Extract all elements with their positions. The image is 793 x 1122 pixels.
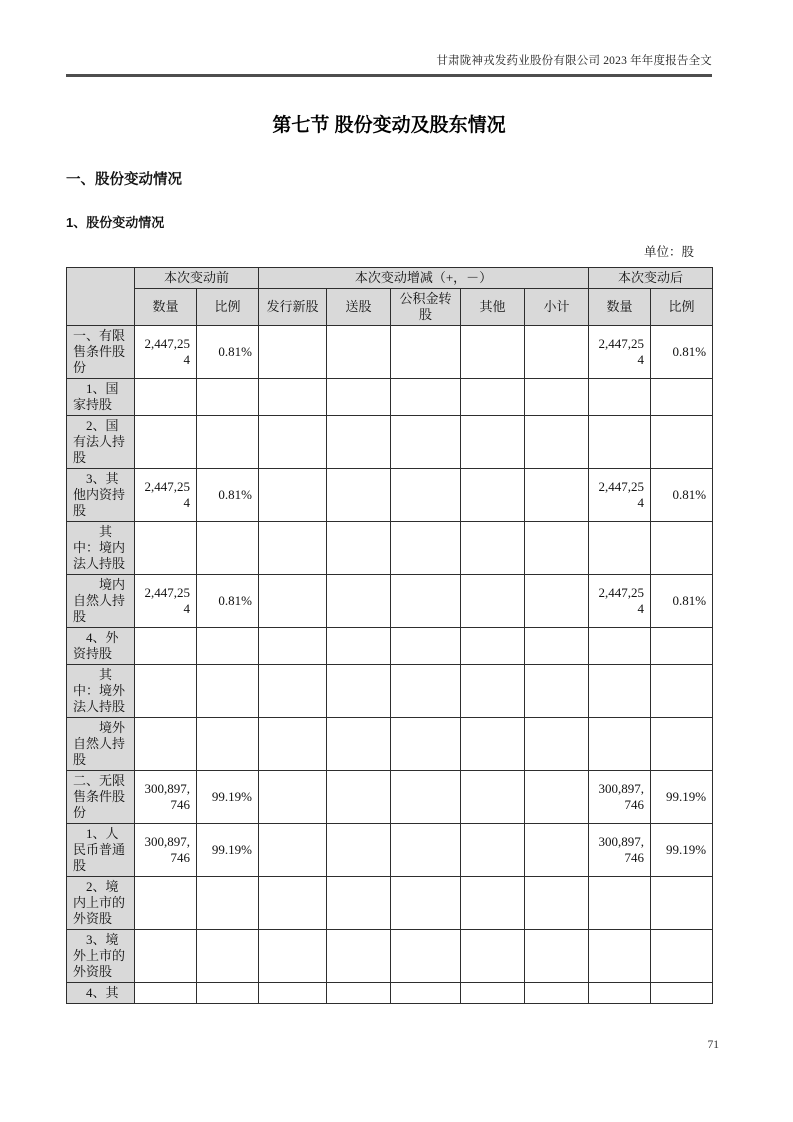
group-header-cell: 本次变动后 <box>589 268 713 289</box>
column-header-cell: 数量 <box>135 289 197 326</box>
data-cell <box>259 771 327 824</box>
data-cell <box>391 416 461 469</box>
data-cell <box>651 416 713 469</box>
data-cell <box>651 379 713 416</box>
data-cell <box>651 877 713 930</box>
data-cell <box>327 930 391 983</box>
data-cell: 0.81% <box>651 326 713 379</box>
data-cell: 0.81% <box>197 469 259 522</box>
data-cell <box>135 416 197 469</box>
table-row <box>67 522 713 575</box>
table-row <box>67 718 713 771</box>
data-cell <box>259 522 327 575</box>
row-label-cell: 境内自然人持股 <box>67 575 135 628</box>
data-cell <box>461 665 525 718</box>
data-cell <box>259 824 327 877</box>
data-cell <box>135 628 197 665</box>
table-row <box>67 469 713 522</box>
data-cell <box>391 522 461 575</box>
page-content <box>66 0 712 1004</box>
data-cell <box>651 665 713 718</box>
table-row <box>67 930 713 983</box>
page-number: 71 <box>707 1039 719 1051</box>
header-rule <box>66 74 712 77</box>
row-label-cell: 其中：境内法人持股 <box>67 522 135 575</box>
data-cell <box>197 522 259 575</box>
data-cell <box>589 522 651 575</box>
data-cell <box>391 983 461 1004</box>
row-label-cell: 4、外资持股 <box>67 628 135 665</box>
data-cell <box>525 665 589 718</box>
row-label-cell: 境外自然人持股 <box>67 718 135 771</box>
data-cell <box>391 575 461 628</box>
data-cell <box>197 877 259 930</box>
data-cell <box>461 628 525 665</box>
data-cell <box>589 665 651 718</box>
data-cell <box>259 379 327 416</box>
data-cell <box>327 983 391 1004</box>
table-row <box>67 983 713 1004</box>
data-cell <box>327 416 391 469</box>
data-cell: 2,447,254 <box>589 326 651 379</box>
data-cell <box>327 771 391 824</box>
data-cell <box>461 379 525 416</box>
data-cell <box>135 983 197 1004</box>
row-label-cell: 1、国家持股 <box>67 379 135 416</box>
table-body <box>67 326 713 1004</box>
data-cell <box>327 665 391 718</box>
data-cell <box>525 416 589 469</box>
data-cell <box>461 983 525 1004</box>
column-header-cell: 其他 <box>461 289 525 326</box>
data-cell: 300,897,746 <box>135 771 197 824</box>
column-header-cell: 发行新股 <box>259 289 327 326</box>
data-cell <box>589 718 651 771</box>
data-cell <box>197 718 259 771</box>
data-cell: 99.19% <box>197 824 259 877</box>
data-cell <box>391 877 461 930</box>
data-cell <box>259 983 327 1004</box>
data-cell <box>525 983 589 1004</box>
section-heading: 一、股份变动情况 <box>66 172 182 188</box>
data-cell <box>259 469 327 522</box>
data-cell <box>391 379 461 416</box>
data-cell <box>461 416 525 469</box>
data-cell <box>135 665 197 718</box>
data-cell <box>589 930 651 983</box>
data-cell: 99.19% <box>197 771 259 824</box>
data-cell <box>259 718 327 771</box>
data-cell: 2,447,254 <box>589 469 651 522</box>
data-cell: 300,897,746 <box>589 771 651 824</box>
row-label-cell: 3、其他内资持股 <box>67 469 135 522</box>
data-cell: 2,447,254 <box>135 469 197 522</box>
data-cell <box>259 665 327 718</box>
data-cell <box>135 930 197 983</box>
data-cell <box>391 930 461 983</box>
data-cell <box>461 522 525 575</box>
share-change-table <box>66 267 713 1004</box>
data-cell: 0.81% <box>197 575 259 628</box>
table-row <box>67 575 713 628</box>
data-cell: 2,447,254 <box>135 575 197 628</box>
column-header-cell: 比例 <box>651 289 713 326</box>
subsection-heading: 1、股份变动情况 <box>66 215 165 230</box>
group-header-cell: 本次变动增减（+，－） <box>259 268 589 289</box>
row-label-cell: 4、其 <box>67 983 135 1004</box>
data-cell <box>461 930 525 983</box>
data-cell <box>259 416 327 469</box>
running-header: 甘肃陇神戎发药业股份有限公司 2023 年年度报告全文 <box>436 55 712 67</box>
table-row <box>67 824 713 877</box>
data-cell: 2,447,254 <box>135 326 197 379</box>
data-cell <box>461 718 525 771</box>
data-cell <box>651 930 713 983</box>
data-cell <box>525 628 589 665</box>
data-cell: 0.81% <box>651 469 713 522</box>
column-header-cell: 公积金转股 <box>391 289 461 326</box>
data-cell <box>525 469 589 522</box>
data-cell <box>525 877 589 930</box>
data-cell <box>461 326 525 379</box>
data-cell <box>651 522 713 575</box>
data-cell <box>651 718 713 771</box>
data-cell <box>135 522 197 575</box>
data-cell <box>391 771 461 824</box>
data-cell: 0.81% <box>651 575 713 628</box>
group-header-cell: 本次变动前 <box>135 268 259 289</box>
table-row <box>67 628 713 665</box>
column-header-cell: 比例 <box>197 289 259 326</box>
data-cell <box>197 665 259 718</box>
page-title: 第七节 股份变动及股东情况 <box>272 115 506 136</box>
data-cell <box>589 877 651 930</box>
data-cell <box>135 877 197 930</box>
data-cell <box>327 379 391 416</box>
data-cell <box>589 416 651 469</box>
data-cell <box>327 326 391 379</box>
unit-label: 单位：股 <box>643 245 694 259</box>
data-cell <box>589 379 651 416</box>
data-cell <box>259 930 327 983</box>
data-cell: 99.19% <box>651 771 713 824</box>
row-label-cell: 1、人民币普通股 <box>67 824 135 877</box>
data-cell <box>391 665 461 718</box>
data-cell: 300,897,746 <box>135 824 197 877</box>
data-cell <box>525 771 589 824</box>
data-cell <box>327 628 391 665</box>
row-label-cell: 二、无限售条件股份 <box>67 771 135 824</box>
data-cell <box>327 718 391 771</box>
row-label-cell: 一、有限售条件股份 <box>67 326 135 379</box>
column-header-cell: 送股 <box>327 289 391 326</box>
data-cell: 300,897,746 <box>589 824 651 877</box>
data-cell <box>135 718 197 771</box>
data-cell: 0.81% <box>197 326 259 379</box>
data-cell <box>327 877 391 930</box>
row-label-cell: 3、境外上市的外资股 <box>67 930 135 983</box>
data-cell <box>197 379 259 416</box>
data-cell <box>391 469 461 522</box>
corner-header-cell <box>67 268 135 326</box>
data-cell <box>197 628 259 665</box>
row-label-cell: 其中：境外法人持股 <box>67 665 135 718</box>
data-cell <box>391 824 461 877</box>
data-cell <box>197 930 259 983</box>
column-header-cell: 数量 <box>589 289 651 326</box>
column-header-cell: 小计 <box>525 289 589 326</box>
data-cell <box>197 416 259 469</box>
data-cell <box>259 575 327 628</box>
table-row <box>67 877 713 930</box>
data-cell <box>327 522 391 575</box>
data-cell <box>461 824 525 877</box>
data-cell <box>525 575 589 628</box>
data-cell <box>135 379 197 416</box>
data-cell <box>197 983 259 1004</box>
data-cell <box>651 628 713 665</box>
data-cell <box>327 469 391 522</box>
data-cell <box>525 326 589 379</box>
table-row <box>67 665 713 718</box>
table-row <box>67 326 713 379</box>
table-header <box>67 268 713 326</box>
data-cell: 99.19% <box>651 824 713 877</box>
data-cell <box>391 718 461 771</box>
data-cell <box>327 575 391 628</box>
data-cell <box>461 877 525 930</box>
data-cell <box>525 522 589 575</box>
data-cell <box>525 930 589 983</box>
data-cell: 2,447,254 <box>589 575 651 628</box>
data-cell <box>589 983 651 1004</box>
data-cell <box>461 771 525 824</box>
data-cell <box>589 628 651 665</box>
data-cell <box>461 575 525 628</box>
data-cell <box>525 379 589 416</box>
data-cell <box>391 628 461 665</box>
data-cell <box>651 983 713 1004</box>
table-row <box>67 379 713 416</box>
data-cell <box>259 877 327 930</box>
table-row <box>67 416 713 469</box>
data-cell <box>461 469 525 522</box>
row-label-cell: 2、国有法人持股 <box>67 416 135 469</box>
row-label-cell: 2、境内上市的外资股 <box>67 877 135 930</box>
table-row <box>67 771 713 824</box>
data-cell <box>525 824 589 877</box>
data-cell <box>259 326 327 379</box>
data-cell <box>327 824 391 877</box>
data-cell <box>525 718 589 771</box>
data-cell <box>259 628 327 665</box>
data-cell <box>391 326 461 379</box>
